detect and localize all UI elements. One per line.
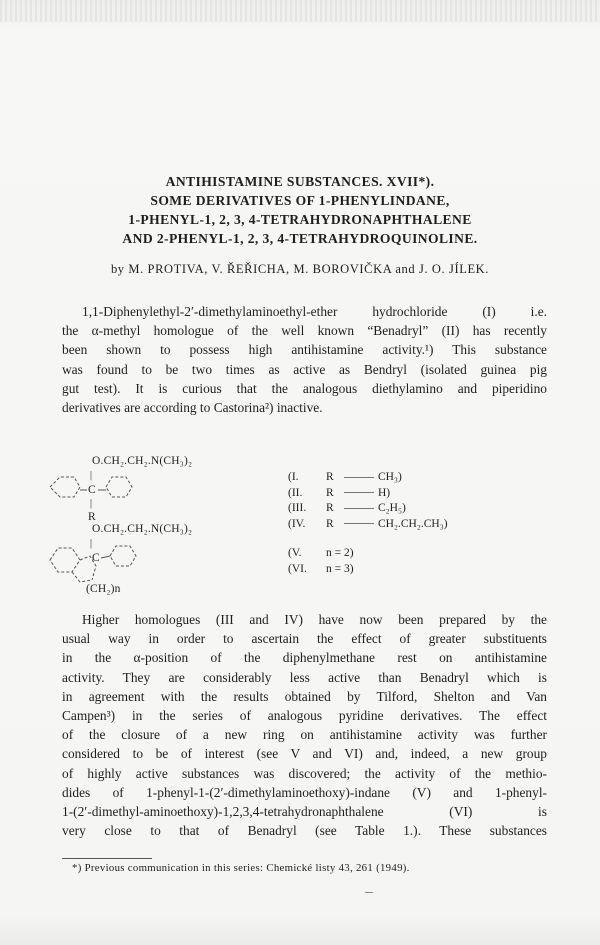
structure-top-chain: O.CH₂.CH₂.N(CH₃)₂: [92, 455, 193, 467]
paragraph-main: [62, 610, 547, 840]
structure-top-legend: [288, 470, 448, 532]
structure-bottom-ring: (CH₂)n: [86, 583, 121, 595]
text-line: of the closure of a new ring on antihistamine activity was further: [62, 727, 547, 743]
paragraph-intro: [62, 302, 547, 417]
structure-bottom-legend: [288, 546, 354, 577]
legend-row: (III. R C₂H₅): [288, 502, 406, 514]
bond-vertical: |: [90, 538, 93, 549]
text-line: very close to that of Benadryl (see Table 1.). These substances: [62, 823, 547, 839]
page-mark: [365, 892, 373, 893]
fused-ring-icon: [50, 548, 96, 582]
title-line: SOME DERIVATIVES OF 1-PHENYLINDANE,: [150, 193, 450, 208]
text-line: the α-methyl homologue of the well known “Benadryl” (II) has recently: [62, 323, 547, 339]
text-line: Campen³) in the series of analogous pyridine derivatives. The effect: [62, 707, 547, 723]
title-line: 1-PHENYL-1, 2, 3, 4-TETRAHYDRONAPHTHALENE: [128, 212, 472, 227]
article-title: [60, 172, 540, 248]
text-line: derivatives are according to Castorina²) inactive.: [62, 399, 323, 415]
legend-row: (IV. R CH₂.CH₂.CH₃): [288, 517, 448, 530]
footnote: *) Previous communication in this series: Chemické listy 43, 261 (1949).: [72, 862, 410, 874]
text-line: 1-(2′-dimethyl-aminoethoxy)-1,2,3,4-tetrahydronaphthalene (VI) is: [62, 803, 547, 819]
text-line: of highly active substances was discovered; the activity of the methio-: [62, 765, 547, 781]
title-line: ANTIHISTAMINE SUBSTANCES. XVII*).: [165, 174, 435, 189]
benzene-ring-right-icon: [106, 477, 132, 497]
benzene-ring-left-icon: [50, 477, 80, 497]
text-line: in the α-position of the diphenylmethane rest on antihistamine: [62, 650, 547, 666]
text-line: Higher homologues (III and IV) have now been prepared by the: [82, 612, 547, 627]
structure-bottom-center: C: [92, 552, 100, 564]
text-line: gut test). It is curious that the analogous diethylamino and piperidino: [62, 380, 547, 396]
bond-phenyl: [101, 556, 110, 558]
text-line: 1,1-Diphenylethyl-2′-dimethylaminoethyl-ether hydrochloride (I) i.e.: [82, 304, 547, 319]
legend-row: (I. R CH₃): [288, 471, 402, 483]
phenyl-ring-icon: [110, 546, 136, 566]
text-line: been shown to possess high antihistamine activity.¹) This substance: [62, 342, 547, 358]
text-line: activity. They are considerably less active than Benadryl which is: [62, 669, 547, 685]
title-line: AND 2-PHENYL-1, 2, 3, 4-TETRAHYDROQUINOLINE.: [122, 231, 478, 246]
author-line: by M. PROTIVA, V. ŘEŘICHA, M. BOROVIČKA and J. O. JÍLEK.: [110, 262, 490, 276]
legend-row: (VI. n = 3): [288, 562, 354, 575]
bond-vertical: |: [90, 498, 93, 509]
structure-bottom-chain: O.CH₂.CH₂.N(CH₃)₂: [92, 523, 193, 535]
text-line: dides of 1-phenyl-1-(2′-dimethylaminoethoxy)-indane (V) and 1-phenyl-: [62, 784, 547, 800]
legend-row: (II. R H): [288, 486, 391, 499]
scan-edge-noise: [0, 0, 600, 22]
legend-row: (V. n = 2): [288, 547, 354, 559]
bond-vertical: |: [90, 470, 93, 481]
text-line: was found to be two times as active as Bendryl (isolated guinea pig: [62, 361, 547, 377]
structure-top-center: C: [88, 484, 96, 496]
text-line: considered to be of interest (see V and VI) and, indeed, a new group: [62, 746, 547, 762]
text-line: in agreement with the results obtained by Tilford, Shelton and Van: [62, 688, 547, 704]
footnote-rule: [62, 858, 152, 859]
text-line: usual way in order to ascertain the effect of greater substituents: [62, 631, 547, 647]
structure-top-r: R: [88, 511, 96, 523]
